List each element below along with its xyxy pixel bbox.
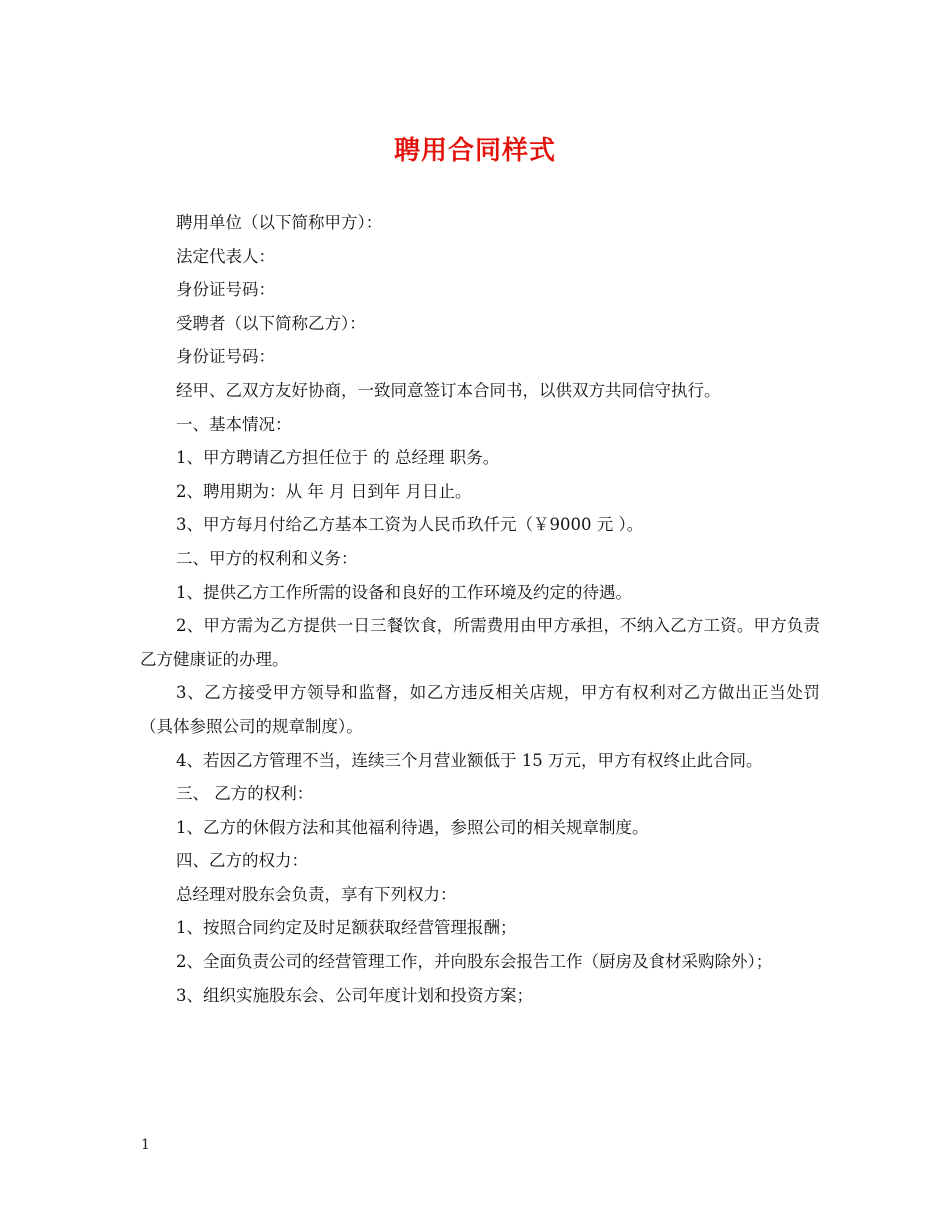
paragraph-legal-representative: 法定代表人： [176,246,275,266]
document-body [140,206,820,1012]
clause-2-4: 4、若因乙方管理不当，连续三个月营业额低于 15 万元，甲方有权终止此合同。 [176,750,763,770]
section-heading-basic-info: 一、基本情况： [176,414,292,434]
clause-1-2: 2、聘用期为：从 年 月 日到年 月日止。 [176,481,472,501]
paragraph-employee: 受聘者（以下简称乙方）： [176,313,366,333]
clause-1-3: 3、甲方每月付给乙方基本工资为人民币玖仟元（￥9000 元 ）。 [176,515,644,535]
clause-4-2: 2、全面负责公司的经营管理工作，并向股东会报告工作（厨房及食材采购除外）； [176,952,773,972]
paragraph-employer: 聘用单位（以下简称甲方）： [176,213,383,232]
section-heading-party-a-rights: 二、甲方的权利和义务： [176,548,358,568]
paragraph-employee-id-number: 身份证号码： [176,347,275,367]
section-heading-party-b-rights: 三、 乙方的权利： [176,784,314,804]
paragraph-employer-id-number: 身份证号码： [176,280,275,300]
section-heading-party-b-powers: 四、乙方的权力： [176,851,308,871]
paragraph-agreement-intro: 经甲、乙双方友好协商，一致同意签订本合同书，以供双方共同信守执行。 [176,380,721,400]
clause-4-1: 1、按照合同约定及时足额获取经营管理报酬； [176,918,517,938]
paragraph-manager-powers-intro: 总经理对股东会负责，享有下列权力： [176,884,457,904]
clause-3-1: 1、乙方的休假方法和其他福利待遇，参照公司的相关规章制度。 [176,817,649,837]
clause-2-3: 3、乙方接受甲方领导和监督，如乙方违反相关店规，甲方有权利对乙方做出正当处罚（具体参照公司的规章制度）。 [140,683,820,736]
clause-1-1: 1、甲方聘请乙方担任位于 的 总经理 职务。 [176,448,500,468]
clause-4-3: 3、组织实施股东会、公司年度计划和投资方案； [176,985,533,1005]
clause-2-2: 2、甲方需为乙方提供一日三餐饮食，所需费用由甲方承担，不纳入乙方工资。甲方负责乙方健康证的办理。 [140,616,820,669]
clause-2-1: 1、提供乙方工作所需的设备和良好的工作环境及约定的待遇。 [176,582,632,602]
page-number: 1 [141,1137,150,1153]
document-title: 聘用合同样式 [393,136,556,166]
